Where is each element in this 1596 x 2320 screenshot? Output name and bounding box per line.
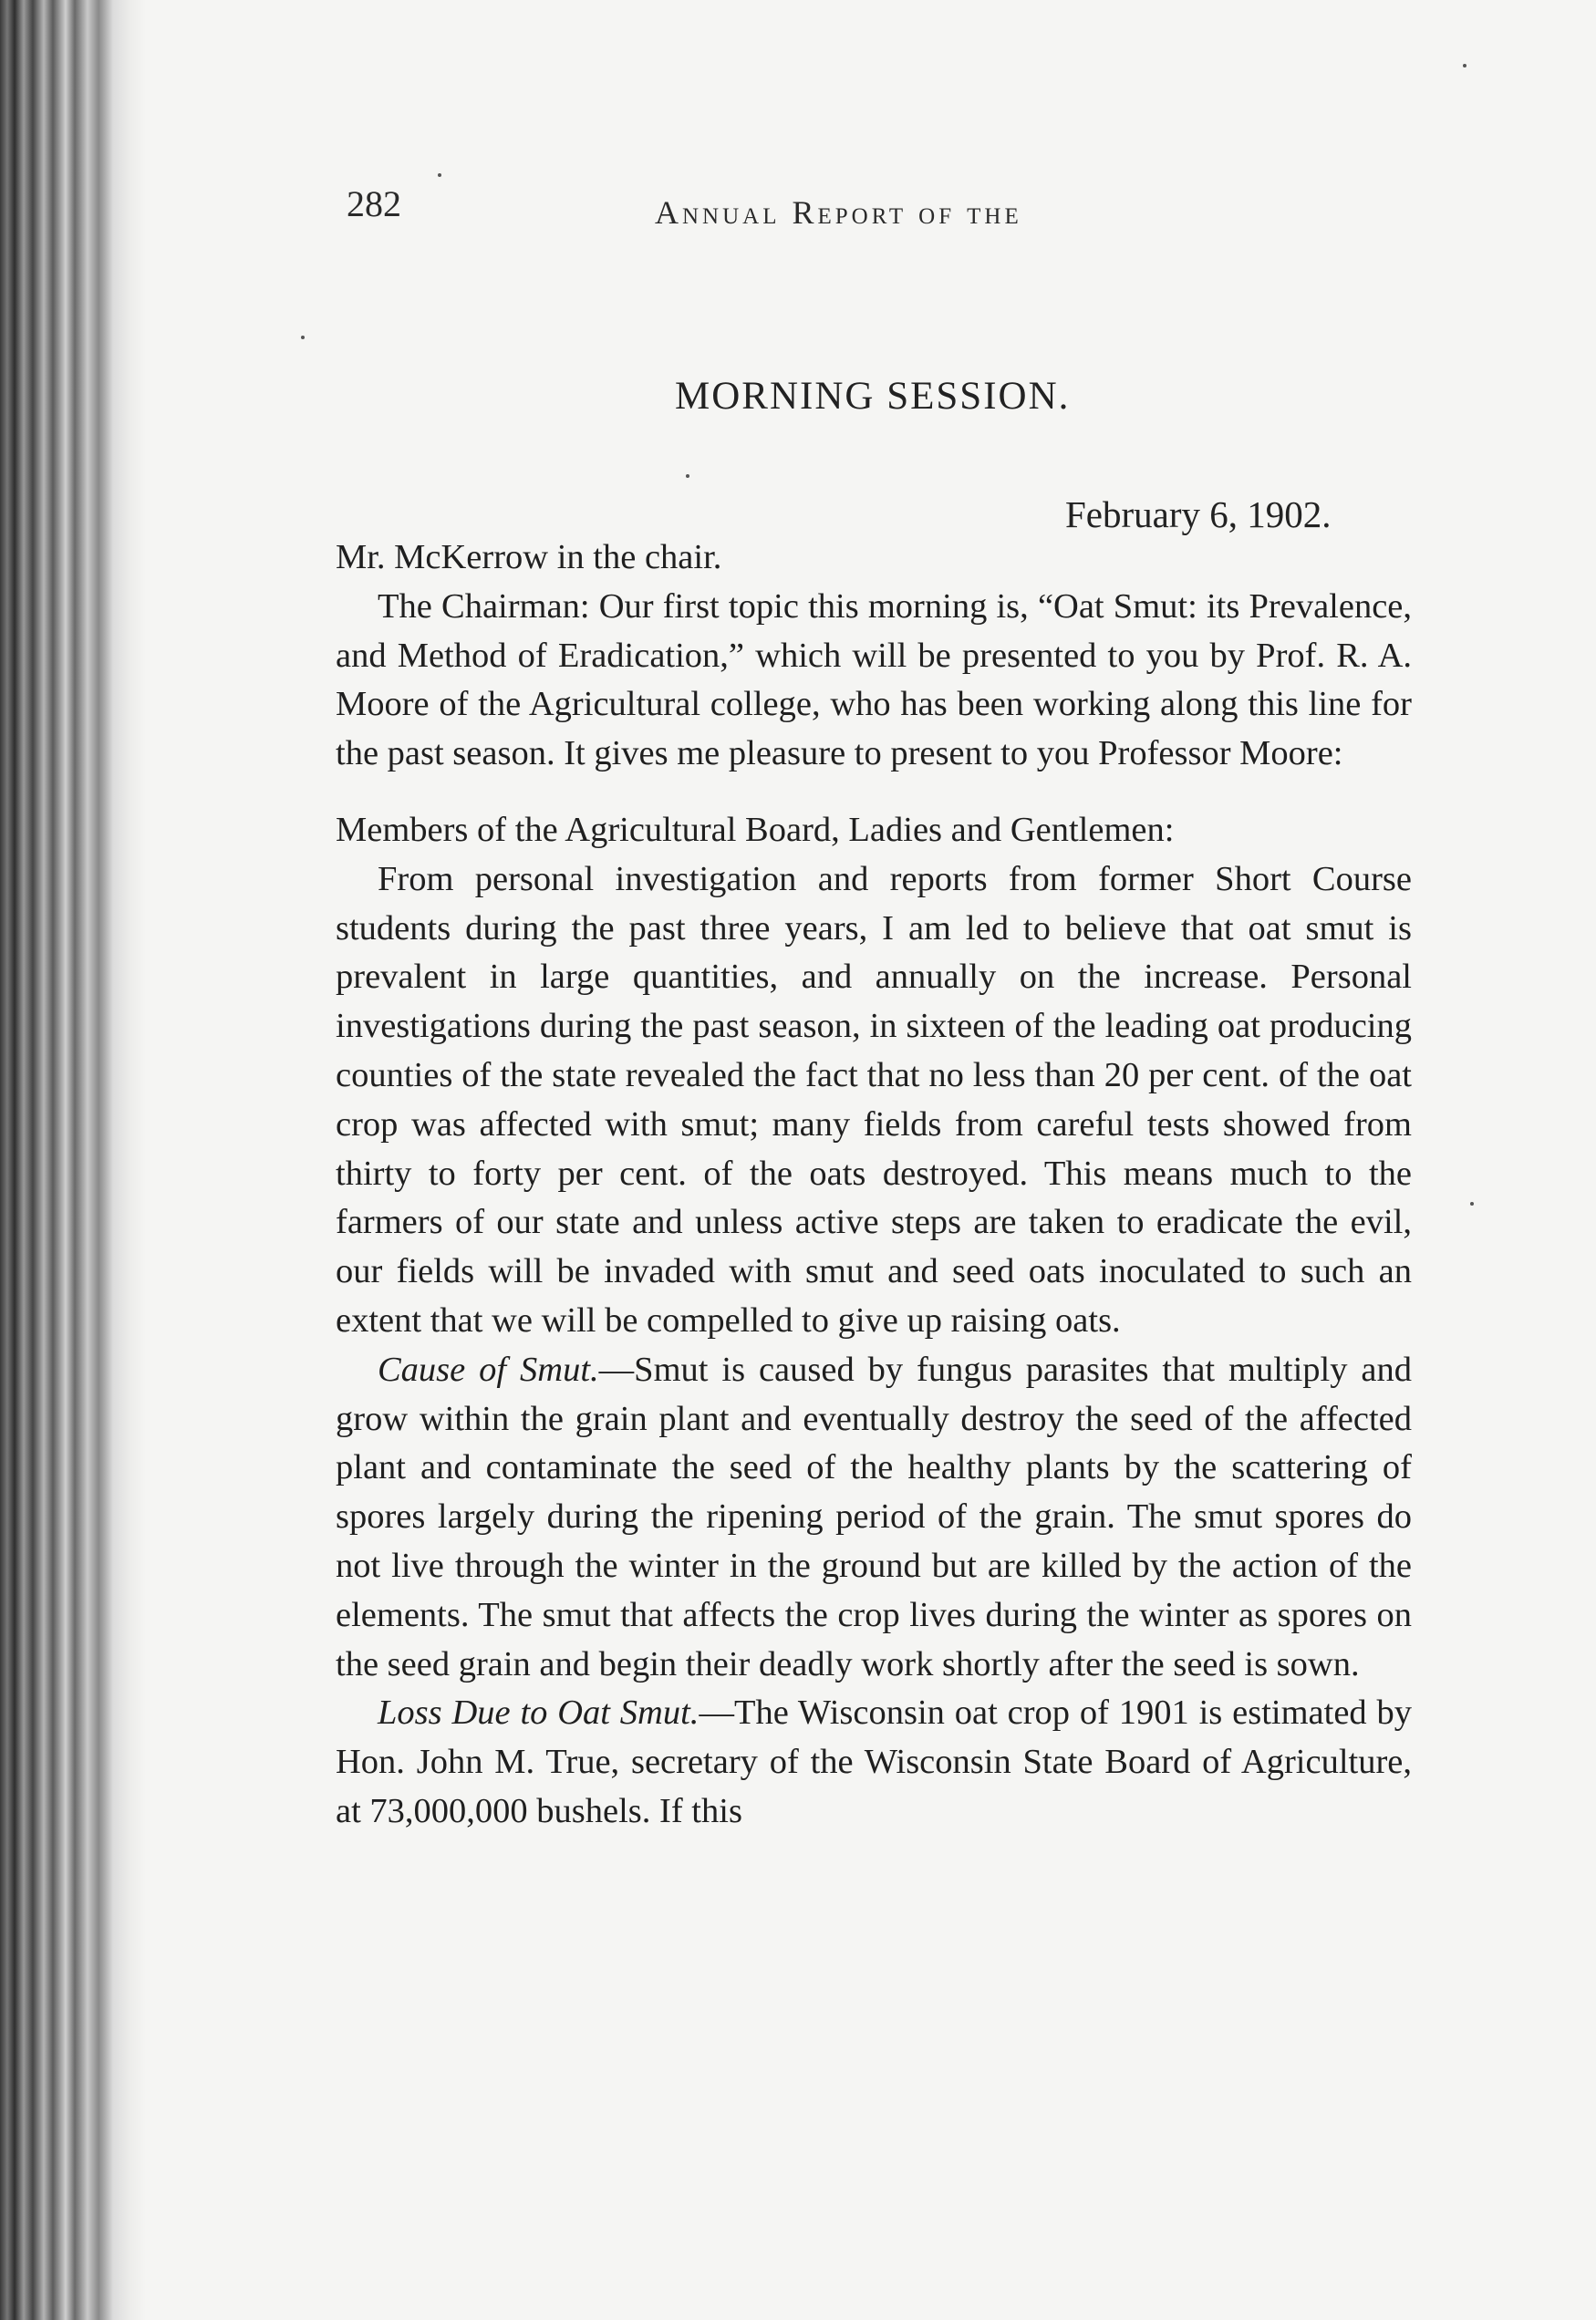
cause-text: —Smut is caused by fungus parasites that multiply and grow within the grain plant and eventually destroy the seed of the affected plant and contaminate the seed of the healthy plants by the scattering of spores largely during the ripening period of the grain. The smut spores do not live through the winter in the ground but are killed by the action of the elements. The smut that affects the crop lives during the winter as spores on the seed grain and begin their deadly work shortly after the seed is sown. xyxy=(336,1350,1412,1683)
body-text xyxy=(336,533,1412,1837)
salutation: Members of the Agricultural Board, Ladies and Gentlemen: xyxy=(336,810,1175,849)
loss-heading: Loss Due to Oat Smut. xyxy=(378,1693,700,1733)
paper-speck xyxy=(1470,1202,1474,1206)
session-title: MORNING SESSION. xyxy=(675,375,1071,418)
cause-paragraph xyxy=(336,1346,1412,1690)
chairman-intro-paragraph: The Chairman: Our first topic this morning is, “Oat Smut: its Prevalence, and Method of Eradication,” which will be presented to you by Prof. R. A. Moore of the Agricultural college, who has been working along this line for the past season. It gives me pleasure to present to you Professor Moore: xyxy=(336,586,1412,773)
chair-line: Mr. McKerrow in the chair. xyxy=(336,538,722,576)
cause-heading: Cause of Smut. xyxy=(378,1350,599,1389)
book-binding xyxy=(0,0,146,2320)
loss-paragraph xyxy=(336,1689,1412,1836)
paper-speck xyxy=(301,336,305,339)
paper-speck xyxy=(686,474,689,478)
session-date: February 6, 1902. xyxy=(1065,493,1332,535)
loss-text: —The Wisconsin oat crop of 1901 is estimated by Hon. John M. True, secretary of the Wisconsin State Board of Agriculture, at 73,000,000 bushels. If this xyxy=(336,1693,1412,1830)
running-title: Annual Report of the xyxy=(655,194,1022,231)
page-number: 282 xyxy=(347,183,401,224)
paper-speck xyxy=(438,173,441,177)
paper-speck xyxy=(1463,64,1466,67)
investigation-paragraph: From personal investigation and reports from former Short Course students during the past three years, I am led to believe that oat smut is prevalent in large quantities, and annually on the increase. Personal investigations during the past season, in sixteen of the leading oat producing counties of the state revealed the fact that no less than 20 per cent. of the oat crop was affected with smut; many fields from careful tests showed from thirty to forty per cent. of the oats destroyed. This means much to the farmers of our state and unless active steps are taken to eradicate the evil, our fields will be invaded with smut and seed oats inoculated to such an extent that we will be compelled to give up raising oats. xyxy=(336,859,1412,1340)
